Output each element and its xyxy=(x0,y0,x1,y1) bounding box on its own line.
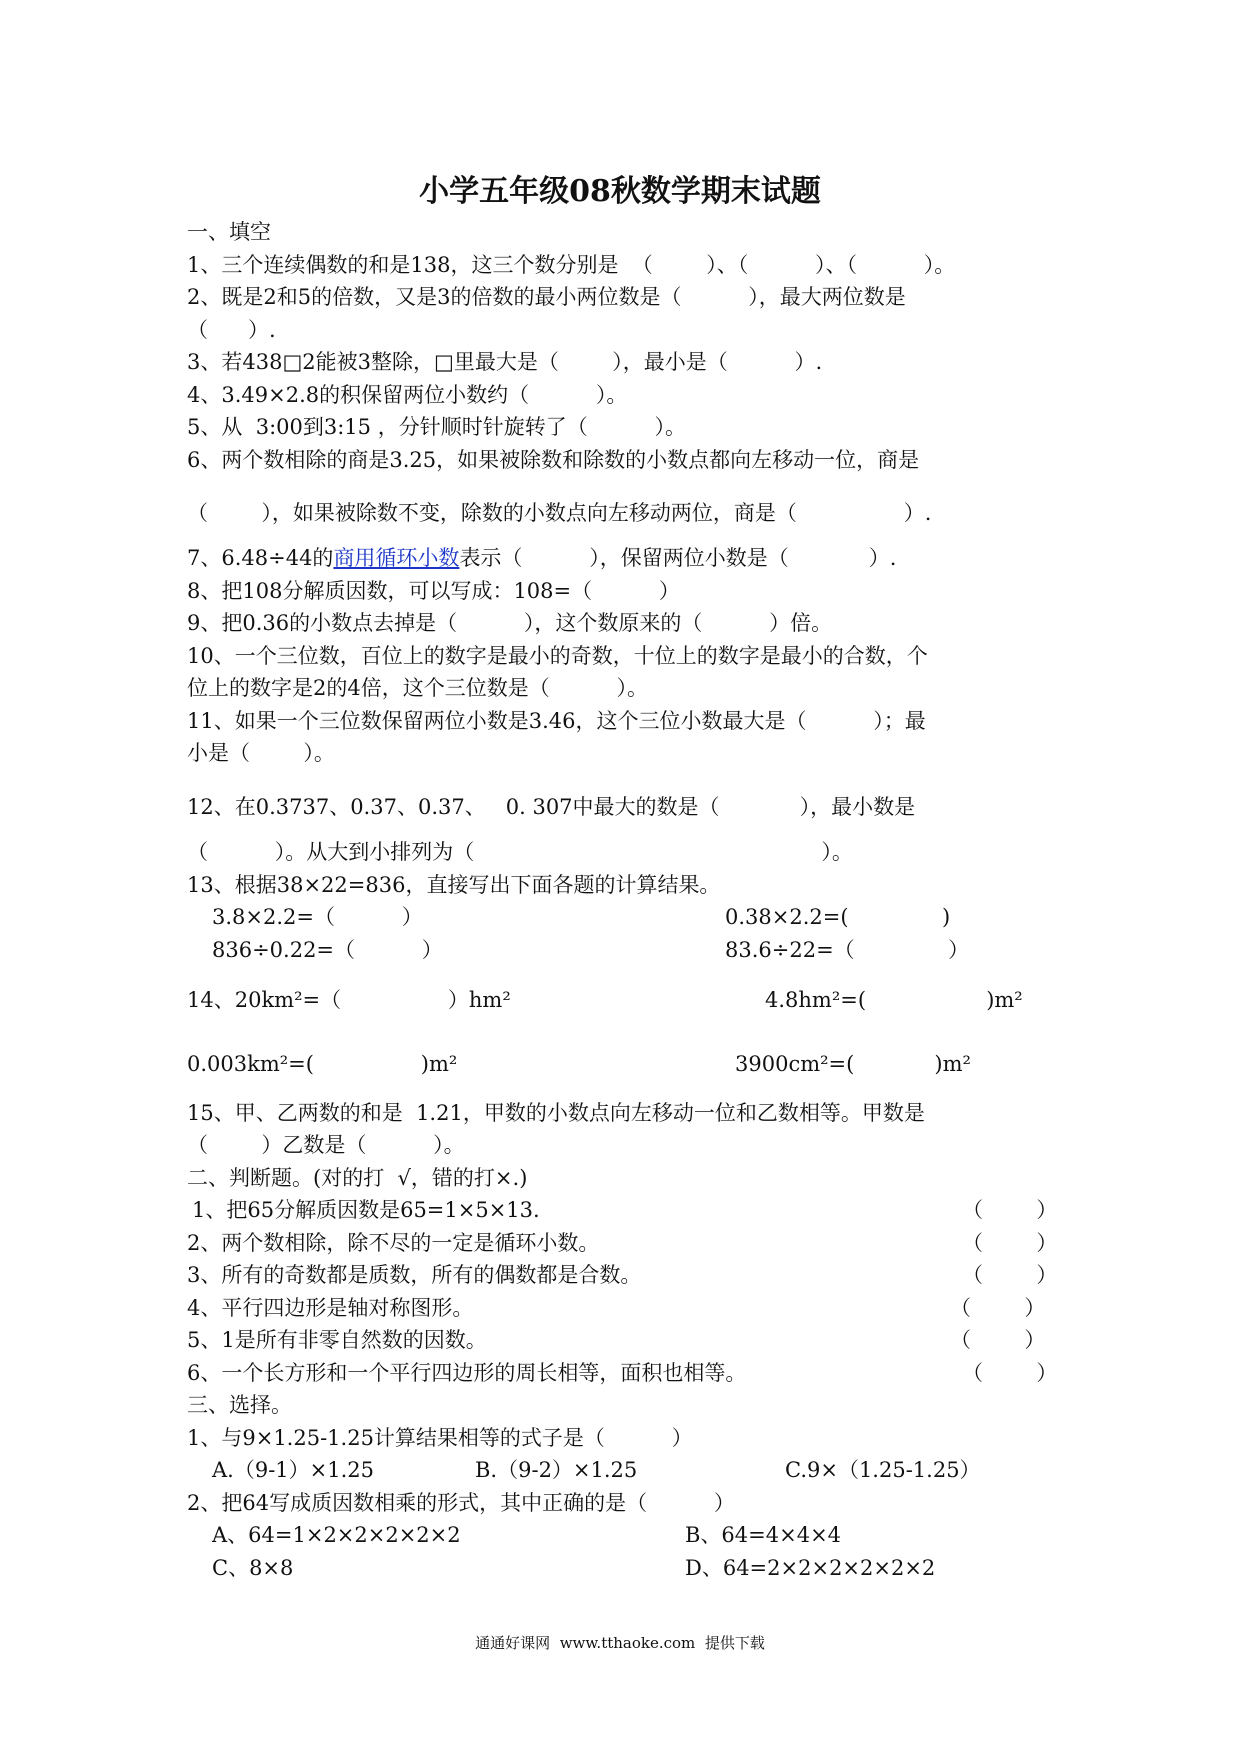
judge-item-6: 6、一个长方形和一个平行四边形的周长相等，面积也相等。 xyxy=(187,1361,747,1385)
question-13: 13、根据38×22=836，直接写出下面各题的计算结果。 xyxy=(187,873,721,897)
section-2-heading: 二、判断题。(对的打 √，错的打×.) xyxy=(187,1166,528,1190)
choice-question-1: 1、与9×1.25-1.25计算结果相等的式子是（ ） xyxy=(187,1426,693,1450)
question-10-line-1: 10、一个三位数，百位上的数字是最小的奇数，十位上的数字是最小的合数，个 xyxy=(187,644,928,668)
question-5: 5、从 3:00到3:15 ，分针顺时针旋转了（ ）。 xyxy=(187,415,686,439)
question-6-line-2: （ ），如果被除数不变，除数的小数点向左移动两位，商是（ ）. xyxy=(187,501,932,525)
question-12-line-2: （ ）。从大到小排列为（ ）。 xyxy=(187,840,853,864)
question-15-line-1: 15、甲、乙两数的和是 1.21，甲数的小数点向左移动一位和乙数相等。甲数是 xyxy=(187,1101,925,1125)
judge-paren-6: （ ） xyxy=(962,1361,1058,1385)
question-10-line-2: 位上的数字是2的4倍，这个三位数是（ ）。 xyxy=(187,676,648,700)
question-3: 3、若438□2能被3整除，□里最大是（ ），最小是（ ）. xyxy=(187,350,823,374)
question-14-item-1: 14、20km²=（ ）hm² xyxy=(187,988,511,1012)
question-14-item-3: 0.003km²=( )m² xyxy=(187,1052,458,1076)
choice-2-option-d: D、64=2×2×2×2×2×2 xyxy=(685,1556,936,1580)
judge-paren-4: （ ） xyxy=(950,1296,1046,1320)
judge-paren-3: （ ） xyxy=(962,1263,1058,1287)
question-9: 9、把0.36的小数点去掉是（ ），这个数原来的（ ）倍。 xyxy=(187,611,833,635)
question-1: 1、三个连续偶数的和是138，这三个数分别是 （ ）、（ ）、（ ）。 xyxy=(187,253,956,277)
question-14-item-2: 4.8hm²=( )m² xyxy=(765,988,1023,1012)
choice-1-option-b: B.（9-2）×1.25 xyxy=(475,1458,638,1482)
question-13-item-1: 3.8×2.2=（ ） xyxy=(212,905,423,929)
choice-2-option-a: A、64=1×2×2×2×2×2 xyxy=(212,1523,461,1547)
choice-2-option-c: C、8×8 xyxy=(212,1556,294,1580)
question-12-line-1: 12、在0.3737、0.37、0.37、 0. 307中最大的数是（ ），最小数是 xyxy=(187,795,916,819)
question-13-item-4: 83.6÷22=（ ） xyxy=(725,938,970,962)
question-7-prefix: 7、6.48÷44的 xyxy=(187,546,334,570)
footer-text: 通通好课网 www.tthaoke.com 提供下载 xyxy=(475,1634,765,1652)
question-11-line-1: 11、如果一个三位数保留两位小数是3.46，这个三位小数最大是（ ）；最 xyxy=(187,709,926,733)
judge-item-4: 4、平行四边形是轴对称图形。 xyxy=(187,1296,474,1320)
question-13-item-3: 836÷0.22=（ ） xyxy=(212,938,443,962)
recurring-decimal-link[interactable]: 商用循环小数 xyxy=(333,546,460,570)
judge-item-3: 3、所有的奇数都是质数，所有的偶数都是合数。 xyxy=(187,1263,642,1287)
question-15-line-2: （ ）乙数是（ ）。 xyxy=(187,1133,465,1157)
judge-paren-2: （ ） xyxy=(962,1231,1058,1255)
page-title: 小学五年级08秋数学期末试题 xyxy=(419,174,821,209)
section-3-heading: 三、选择。 xyxy=(187,1393,292,1417)
question-8: 8、把108分解质因数，可以写成：108=（ ） xyxy=(187,579,680,603)
judge-paren-1: （ ） xyxy=(962,1198,1058,1222)
question-7 xyxy=(187,548,896,569)
question-7-suffix: 表示（ ），保留两位小数是（ ）. xyxy=(459,546,897,570)
question-2-line-2: （ ）. xyxy=(187,318,276,342)
question-2-line-1: 2、既是2和5的倍数，又是3的倍数的最小两位数是（ ），最大两位数是 xyxy=(187,285,906,309)
question-11-line-2: 小是（ ）。 xyxy=(187,741,335,765)
choice-question-2: 2、把64写成质因数相乘的形式，其中正确的是（ ） xyxy=(187,1491,735,1515)
question-13-item-2: 0.38×2.2=( ) xyxy=(725,905,951,929)
judge-item-1: 1、把65分解质因数是65=1×5×13. xyxy=(192,1198,540,1222)
choice-1-option-c: C.9×（1.25-1.25） xyxy=(785,1458,981,1482)
judge-item-2: 2、两个数相除，除不尽的一定是循环小数。 xyxy=(187,1231,600,1255)
choice-1-option-a: A.（9-1）×1.25 xyxy=(212,1458,375,1482)
question-4: 4、3.49×2.8的积保留两位小数约（ ）。 xyxy=(187,383,628,407)
choice-2-option-b: B、64=4×4×4 xyxy=(685,1523,842,1547)
section-1-heading: 一、填空 xyxy=(187,220,271,244)
judge-paren-5: （ ） xyxy=(950,1328,1046,1352)
judge-item-5: 5、1是所有非零自然数的因数。 xyxy=(187,1328,487,1352)
question-14-item-4: 3900cm²=( )m² xyxy=(735,1052,971,1076)
question-6-line-1: 6、两个数相除的商是3.25，如果被除数和除数的小数点都向左移动一位，商是 xyxy=(187,448,920,472)
